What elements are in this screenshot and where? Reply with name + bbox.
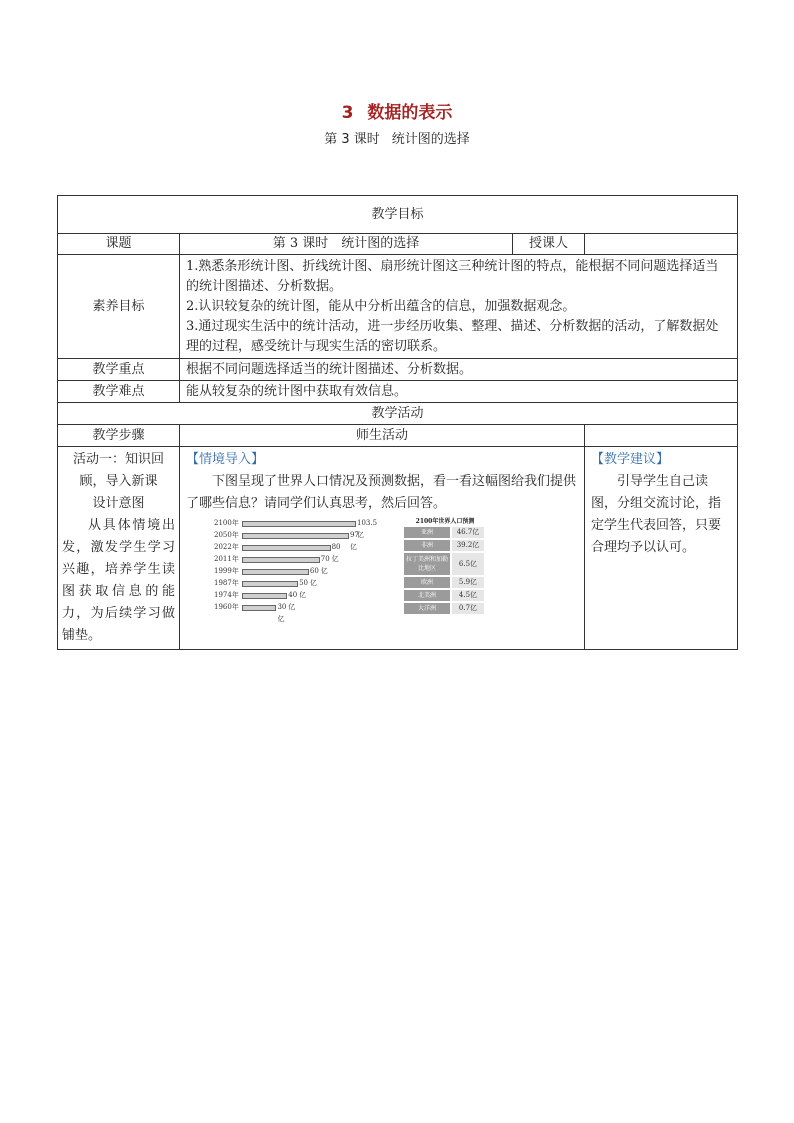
teacher-value [585, 234, 738, 255]
activity-step-cell [58, 447, 180, 650]
suggestion-cell [585, 447, 738, 650]
bar-value-label: 50亿 [299, 579, 309, 599]
goal-item: 3.通过现实生活中的统计活动，进一步经历收集、整理、描述、分析数据的活动，了解数据处理的过程，感受统计与现实生活的密切联系。 [186, 318, 719, 354]
bar-value-label: 30亿 [277, 603, 287, 623]
page-subtitle [0, 128, 794, 147]
forecast-row [404, 590, 486, 601]
bar [242, 521, 356, 527]
bar-year-label: 1987年 [214, 579, 239, 587]
bar-value-label: 80亿 [331, 543, 341, 563]
forecast-row [404, 603, 486, 614]
activity-content-cell [180, 447, 585, 650]
design-text: 从具体情境出发，激发学生学习兴趣，培养学生读图获取信息的能力，为后续学习做铺垫。 [62, 518, 175, 643]
literacy-label: 素养目标 [58, 255, 180, 359]
bar [242, 605, 276, 611]
section-title: 数据的表示 [367, 103, 453, 123]
bar-value-label: 97亿 [349, 531, 359, 551]
section-number: 3 [341, 103, 354, 123]
activity-title: 活动一：知识回顾，导入新课 [72, 452, 164, 489]
forecast-value: 39.2亿 [452, 540, 484, 551]
lesson-topic: 统计图的选择 [391, 132, 470, 147]
forecast-row [404, 527, 486, 538]
population-bar-chart [214, 517, 404, 623]
design-label: 设计意图 [92, 496, 145, 511]
bar [242, 581, 298, 587]
bar-year-label: 2022年 [214, 543, 239, 551]
bar [242, 569, 309, 575]
lesson-plan-table [57, 195, 738, 650]
forecast-value: 4.5亿 [452, 590, 484, 601]
bar-year-label: 2050年 [214, 531, 239, 539]
bar-year-label: 1974年 [214, 591, 239, 599]
forecast-title: 2100年世界人口预测 [415, 518, 475, 525]
forecast-region: 拉丁美洲和加勒比地区 [404, 553, 450, 575]
steps-label: 教学步骤 [58, 425, 180, 447]
forecast-value: 5.9亿 [452, 577, 484, 588]
bar [242, 557, 320, 563]
forecast-value: 46.7亿 [452, 527, 484, 538]
forecast-region: 北美洲 [404, 590, 450, 601]
goal-item: 2.认识较复杂的统计图，能从中分析出蕴含的信息，加强数据观念。 [186, 298, 576, 314]
bar-year-label: 2011年 [214, 555, 239, 563]
key-value: 根据不同问题选择适当的统计图描述、分析数据。 [180, 359, 738, 381]
forecast-value: 6.5亿 [452, 553, 484, 575]
goal-item: 1.熟悉条形统计图、折线统计图、扇形统计图这三种统计图的特点，能根据不同问题选择适当的统计图描述、分析数据。 [186, 258, 719, 294]
teacher-student-label: 师生活动 [180, 425, 585, 447]
suggestion-tag: 【教学建议】 [591, 452, 670, 467]
bar [242, 545, 331, 551]
forecast-region: 大洋洲 [404, 603, 450, 614]
topic-value: 第 3 课时 统计图的选择 [180, 234, 513, 255]
activities-heading: 教学活动 [58, 403, 738, 425]
goals-heading: 教学目标 [58, 196, 738, 234]
teacher-label: 授课人 [513, 234, 585, 255]
difficulty-value: 能从较复杂的统计图中获取有效信息。 [180, 381, 738, 403]
bar-value-label: 60亿 [309, 567, 319, 587]
topic-label: 课题 [58, 234, 180, 255]
suggestion-text: 引导学生自己读图，分组交流讨论，指定学生代表回答，只要合理均予以认可。 [591, 474, 722, 555]
population-figures [186, 517, 578, 623]
lesson-number: 第 3 课时 [324, 132, 380, 147]
forecast-row [404, 553, 486, 575]
difficulty-label: 教学难点 [58, 381, 180, 403]
bar-year-label: 2100年 [214, 519, 239, 527]
forecast-value: 0.7亿 [452, 603, 484, 614]
bar-year-label: 1960年 [214, 603, 239, 611]
bar [242, 593, 287, 599]
forecast-row [404, 540, 486, 551]
population-forecast-table [404, 517, 486, 616]
forecast-region: 欧洲 [404, 577, 450, 588]
key-label: 教学重点 [58, 359, 180, 381]
forecast-row [404, 577, 486, 588]
page-title [0, 98, 794, 123]
bar-value-label: 70亿 [320, 555, 330, 575]
bar [242, 533, 349, 539]
intro-tag: 【情境导入】 [186, 452, 265, 467]
intro-text: 下图呈现了世界人口情况及预测数据，看一看这幅图给我们提供了哪些信息？请同学们认真思考，然后回答。 [186, 474, 577, 511]
forecast-region: 非洲 [404, 540, 450, 551]
bar-year-label: 1999年 [214, 567, 239, 575]
bar-value-label: 40亿 [288, 591, 298, 611]
literacy-goals [180, 255, 738, 359]
bar-value-label: 103.5亿 [357, 519, 378, 539]
forecast-region: 亚洲 [404, 527, 450, 538]
